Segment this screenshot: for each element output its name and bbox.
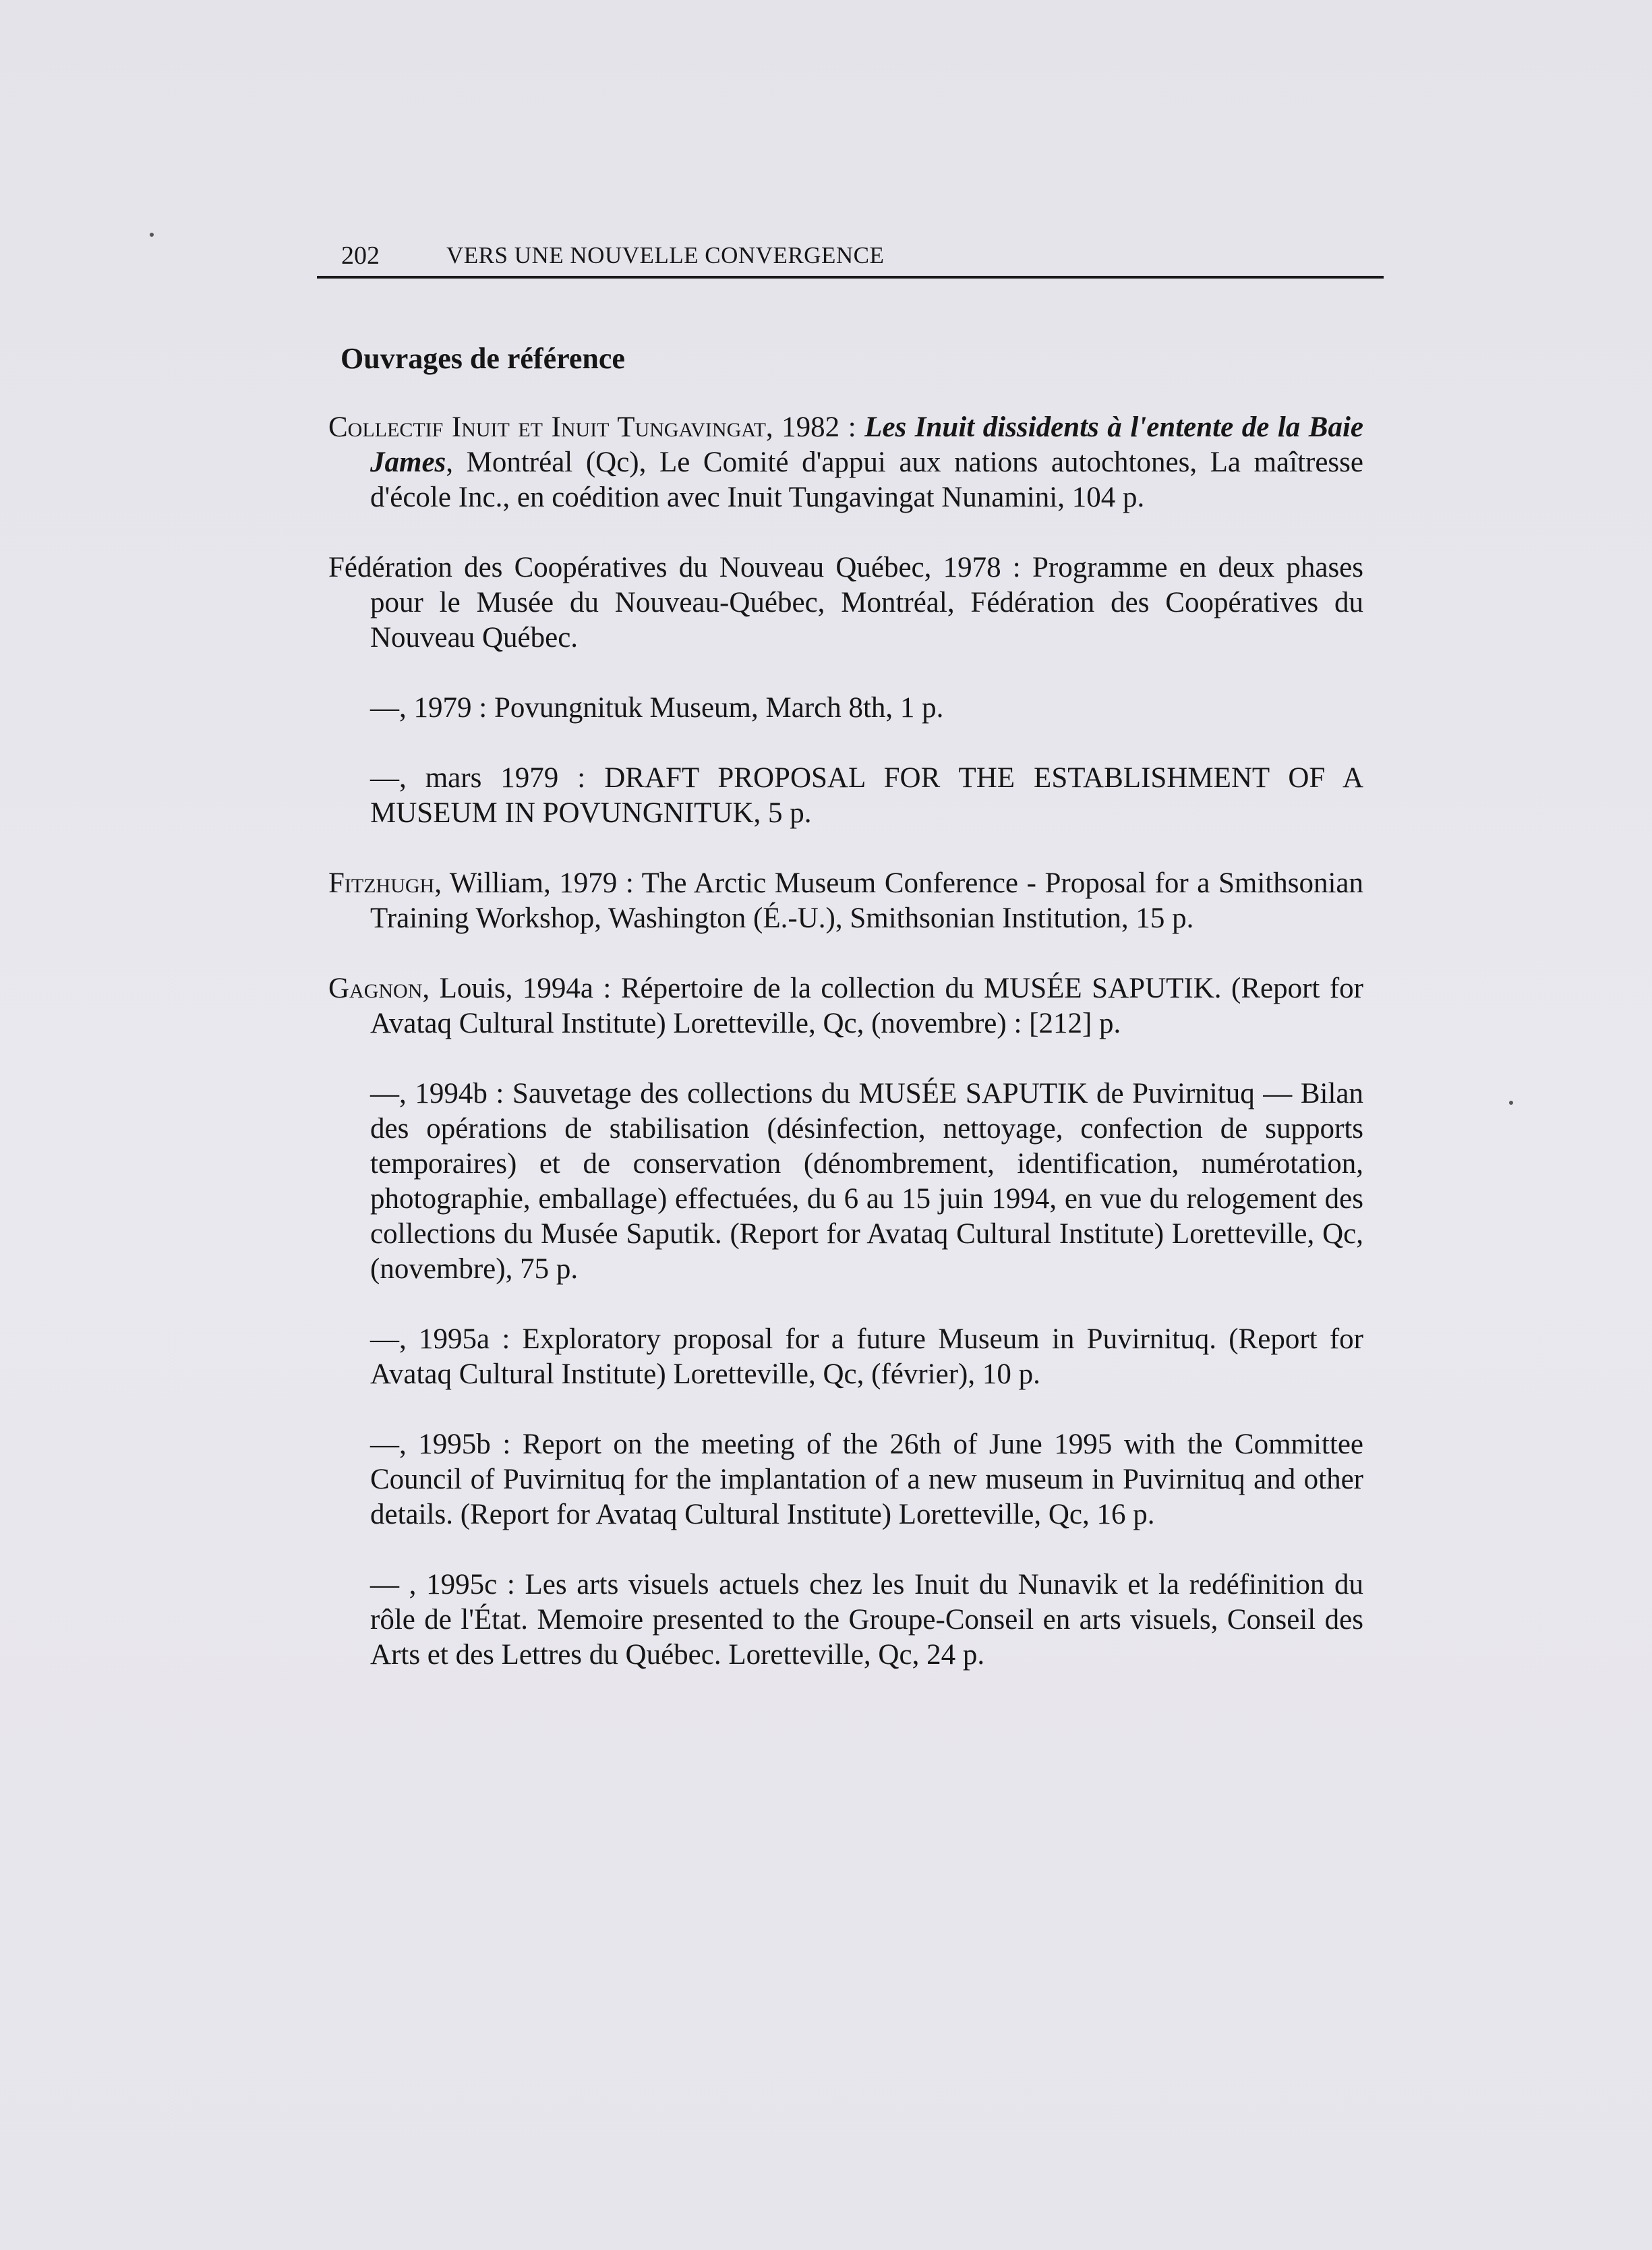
reference-entry: —, 1994b : Sauvetage des collections du MUSÉE SAPUTIK de Puvirnituq — Bilan des opérations de stabilisation (désinfection, nettoyage, confection de supports temporaires) et de conservation (dénombrement, identification, numérotation, photographie, emballage) effectuées, du 6 au 15 juin 1994, en vue du relogement des collections du Musée Saputik. (Report for Avataq Cultural Institute) Loretteville, Qc, (novembre), 75 p. — [370, 1078, 1363, 1285]
reference-author: Fitzhugh, — [328, 867, 442, 899]
reference-entry — [328, 410, 1363, 515]
reference-entry: Fédération des Coopératives du Nouveau Québec, 1978 : Programme en deux phases pour le Musée du Nouveau-Québec, Montréal, Fédération des Coopératives du Nouveau Québec. — [328, 552, 1363, 654]
running-header — [317, 239, 1384, 279]
page-speck — [1509, 1101, 1513, 1105]
reference-entry: —, 1995a : Exploratory proposal for a future Museum in Puvirnituq. (Report for Avataq Cultural Institute) Loretteville, Qc, (février), 10 p. — [370, 1323, 1363, 1390]
reference-list — [328, 410, 1363, 1708]
reference-title: Les Inuit dissidents à l'entente de la Baie James — [370, 411, 1363, 478]
reference-author: Gagnon, — [328, 973, 430, 1004]
page-speck — [150, 233, 154, 237]
reference-details: Louis, 1994a : Répertoire de la collection du MUSÉE SAPUTIK. (Report for Avataq Cultural Institute) Loretteville, Qc, (novembre) : [212] p. — [370, 973, 1363, 1039]
reference-author: Collectif Inuit et Inuit Tungavingat, 1982 : — [328, 411, 865, 443]
reference-entry: —, 1995b : Report on the meeting of the 26th of June 1995 with the Committee Council of Puvirnituq for the implantation of a new museum in Puvirnituq and other details. (Report for Avataq Cultural Institute) Loretteville, Qc, 16 p. — [370, 1429, 1363, 1530]
page-number: 202 — [341, 241, 380, 270]
running-title: VERS UNE NOUVELLE CONVERGENCE — [446, 242, 885, 268]
section-heading: Ouvrages de référence — [341, 342, 625, 375]
reference-entry — [328, 866, 1363, 936]
reference-entry: —, mars 1979 : DRAFT PROPOSAL FOR THE ESTABLISHMENT OF A MUSEUM IN POVUNGNITUK, 5 p. — [370, 762, 1363, 829]
reference-entry — [328, 971, 1363, 1041]
reference-entry: —, 1979 : Povungnituk Museum, March 8th, 1 p. — [370, 692, 944, 724]
reference-entry: — , 1995c : Les arts visuels actuels chez les Inuit du Nunavik et la redéfinition du rôle de l'État. Memoire presented to the Groupe-Conseil en arts visuels, Conseil des Arts et des Lettres du Québec. Loretteville, Qc, 24 p. — [370, 1569, 1363, 1671]
reference-details: William, 1979 : The Arctic Museum Conference - Proposal for a Smithsonian Training Workshop, Washington (É.-U.), Smithsonian Institution, 15 p. — [370, 867, 1363, 934]
reference-details: , Montréal (Qc), Le Comité d'appui aux nations autochtones, La maîtresse d'école Inc., en coédition avec Inuit Tungavingat Nunamini, 104 p. — [370, 446, 1363, 513]
